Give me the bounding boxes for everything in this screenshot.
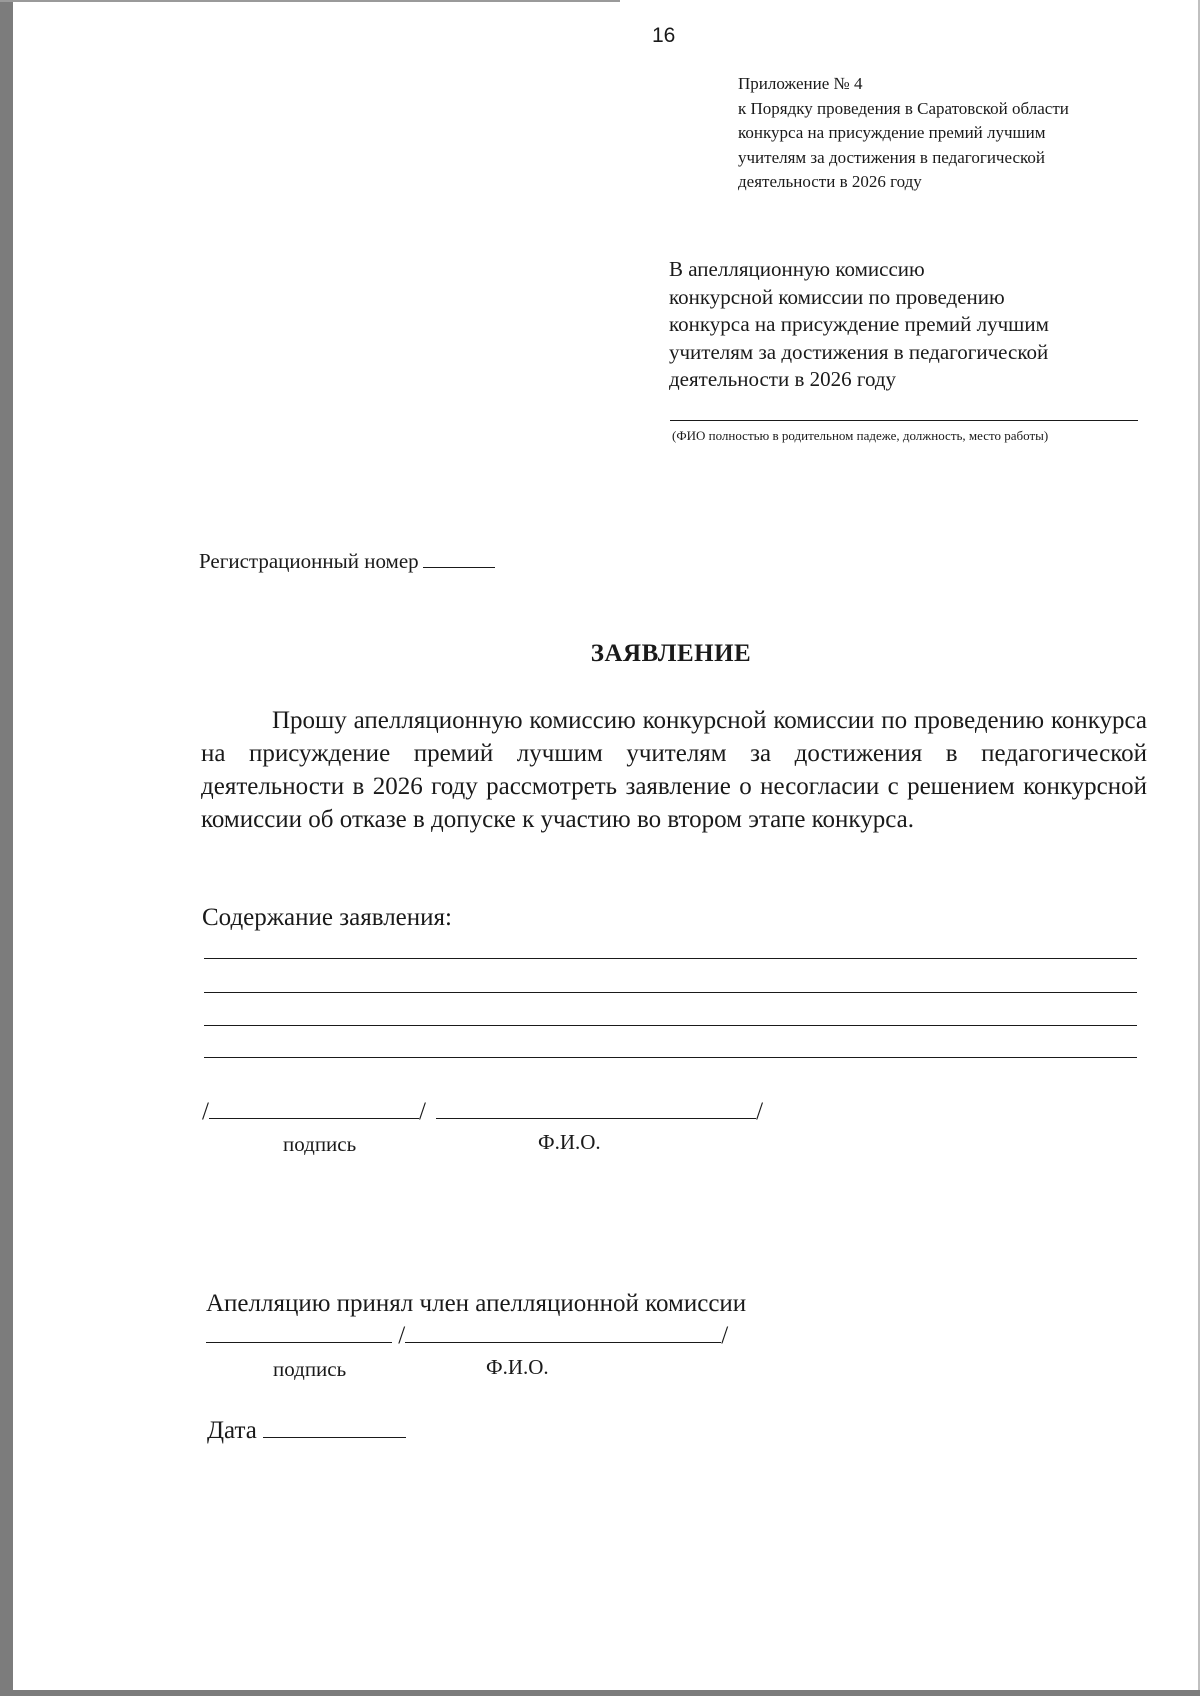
scan-bottom-border: [0, 1690, 1200, 1696]
date-field[interactable]: [263, 1417, 406, 1438]
appendix-header: [738, 72, 1158, 195]
applicant-signature-row: [202, 1098, 763, 1126]
acceptance-name-field[interactable]: [405, 1322, 721, 1343]
appendix-line: к Порядку проведения в Саратовской области: [738, 98, 1069, 118]
acceptance-signature-caption: подпись: [273, 1357, 347, 1381]
document-title: ЗАЯВЛЕНИЕ: [590, 640, 752, 667]
statement-content-line[interactable]: [204, 1057, 1137, 1058]
slash-separator: /: [418, 1098, 433, 1125]
registration-number-row: [199, 549, 495, 574]
acceptance-label: Апелляцию принял член апелляционной комиссии: [206, 1290, 747, 1317]
registration-number-label: Регистрационный номер: [199, 549, 419, 573]
addressee-line: учителям за достижения в педагогической: [669, 339, 1049, 364]
slash-separator: /: [756, 1098, 764, 1125]
acceptance-signature-field[interactable]: [206, 1322, 392, 1343]
statement-content-line[interactable]: [204, 958, 1137, 959]
appendix-line: конкурса на присуждение премий лучшим: [738, 123, 1046, 142]
applicant-name-caption: Ф.И.О.: [538, 1130, 601, 1154]
slash-separator: /: [392, 1322, 406, 1349]
addressee-line: конкурсной комиссии по проведению: [669, 284, 1005, 309]
acceptance-signature-row: [206, 1322, 728, 1350]
appendix-line: Приложение № 4: [738, 74, 863, 93]
appendix-line: учителям за достижения в педагогической: [738, 147, 1045, 167]
statement-content-label: Содержание заявления:: [202, 904, 452, 931]
date-row: [207, 1417, 406, 1445]
addressee-block: [669, 256, 1139, 394]
appendix-line: деятельности в 2026 году: [738, 172, 922, 191]
acceptance-name-caption: Ф.И.О.: [486, 1355, 549, 1379]
slash-separator: /: [202, 1098, 209, 1125]
statement-body: Прошу апелляционную комиссию конкурсной комиссии по проведению конкурса на присуждение премий лучшим учителям за достижения в педагогической деятельности в 2026 году рассмотреть заявление о несогласии с решением конкурсной комиссии об отказе в допуске к участию во втором этапе конкурса.: [201, 707, 1147, 833]
registration-number-field[interactable]: [423, 551, 495, 568]
addressee-line: конкурса на присуждение премий лучшим: [669, 312, 1049, 336]
statement-content-line[interactable]: [204, 1025, 1137, 1026]
slash-separator: /: [721, 1322, 729, 1349]
date-label: Дата: [207, 1417, 257, 1444]
applicant-signature-caption: подпись: [283, 1132, 357, 1156]
applicant-fio-field[interactable]: [670, 420, 1138, 421]
addressee-line: В апелляционную комиссию: [669, 257, 925, 281]
scan-top-border: [0, 0, 620, 2]
page-number: 16: [652, 24, 676, 47]
scan-left-border: [0, 0, 13, 1696]
applicant-name-field[interactable]: [436, 1098, 756, 1119]
applicant-signature-field[interactable]: [209, 1098, 419, 1119]
statement-content-line[interactable]: [204, 992, 1137, 993]
addressee-line: деятельности в 2026 году: [669, 367, 897, 391]
applicant-fio-caption: (ФИО полностью в родительном падеже, должность, место работы): [672, 428, 1049, 443]
